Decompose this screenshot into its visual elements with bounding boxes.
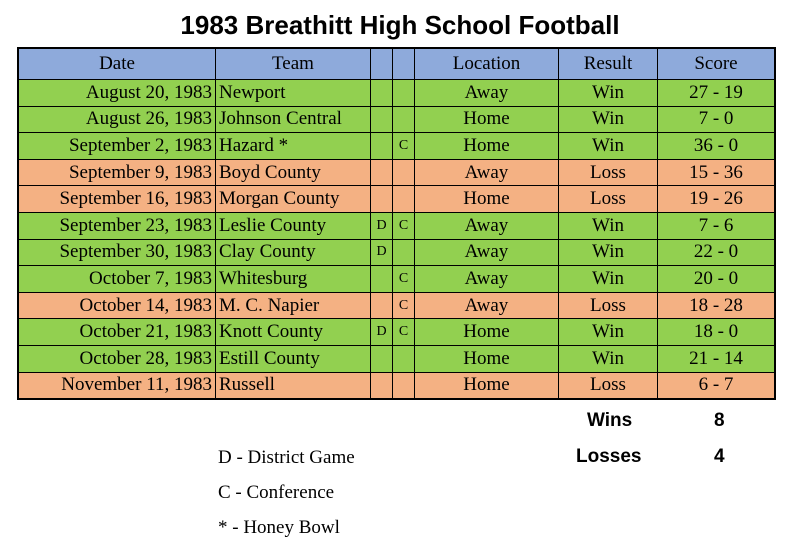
result-cell: Loss <box>559 292 658 319</box>
team-cell: Russell <box>216 372 371 399</box>
team-cell: Hazard * <box>216 133 371 160</box>
result-cell: Win <box>559 319 658 346</box>
result-cell: Win <box>559 239 658 266</box>
table-row <box>18 319 775 346</box>
team-cell: Newport <box>216 80 371 107</box>
conference-flag-cell: C <box>393 212 415 239</box>
date-cell: November 11, 1983 <box>18 372 216 399</box>
conference-flag-cell: C <box>393 133 415 160</box>
table-row <box>18 133 775 160</box>
result-cell: Win <box>559 345 658 372</box>
district-flag-cell <box>371 292 393 319</box>
table-row <box>18 239 775 266</box>
date-cell: October 14, 1983 <box>18 292 216 319</box>
conference-flag-cell <box>393 345 415 372</box>
score-cell: 18 - 28 <box>658 292 776 319</box>
location-cell: Home <box>415 372 559 399</box>
date-cell: September 2, 1983 <box>18 133 216 160</box>
conference-flag-cell <box>393 186 415 213</box>
score-cell: 19 - 26 <box>658 186 776 213</box>
date-cell: October 7, 1983 <box>18 266 216 293</box>
district-flag-cell <box>371 345 393 372</box>
result-cell: Win <box>559 106 658 133</box>
district-flag-cell <box>371 266 393 293</box>
header-row <box>18 48 775 80</box>
table-row <box>18 80 775 107</box>
table-row <box>18 292 775 319</box>
team-cell: Knott County <box>216 319 371 346</box>
date-cell: September 30, 1983 <box>18 239 216 266</box>
score-cell: 7 - 0 <box>658 106 776 133</box>
location-cell: Home <box>415 319 559 346</box>
location-cell: Away <box>415 212 559 239</box>
table-row <box>18 212 775 239</box>
district-flag-cell <box>371 80 393 107</box>
score-cell: 36 - 0 <box>658 133 776 160</box>
score-cell: 15 - 36 <box>658 159 776 186</box>
table-row <box>18 266 775 293</box>
header-result: Result <box>559 48 658 80</box>
score-cell: 6 - 7 <box>658 372 776 399</box>
conference-flag-cell: C <box>393 292 415 319</box>
team-cell: Morgan County <box>216 186 371 213</box>
score-cell: 27 - 19 <box>658 80 776 107</box>
conference-flag-cell <box>393 372 415 399</box>
date-cell: September 16, 1983 <box>18 186 216 213</box>
table-row <box>18 159 775 186</box>
table-row <box>18 345 775 372</box>
conference-flag-cell <box>393 106 415 133</box>
legend-conference: C - Conference <box>218 482 335 503</box>
table-row <box>18 106 775 133</box>
location-cell: Home <box>415 133 559 160</box>
losses-value: 4 <box>714 446 725 467</box>
district-flag-cell: D <box>371 239 393 266</box>
date-cell: October 28, 1983 <box>18 345 216 372</box>
header-team: Team <box>216 48 371 80</box>
header-score: Score <box>658 48 776 80</box>
location-cell: Away <box>415 80 559 107</box>
date-cell: August 20, 1983 <box>18 80 216 107</box>
result-cell: Loss <box>559 186 658 213</box>
location-cell: Away <box>415 239 559 266</box>
date-cell: October 21, 1983 <box>18 319 216 346</box>
result-cell: Win <box>559 212 658 239</box>
page-title: 1983 Breathitt High School Football <box>180 10 620 40</box>
date-cell: August 26, 1983 <box>18 106 216 133</box>
result-cell: Loss <box>559 372 658 399</box>
team-cell: Johnson Central <box>216 106 371 133</box>
legend-honey-bowl: * - Honey Bowl <box>218 517 340 538</box>
location-cell: Home <box>415 345 559 372</box>
conference-flag-cell <box>393 239 415 266</box>
losses-label: Losses <box>576 446 642 467</box>
date-cell: September 9, 1983 <box>18 159 216 186</box>
conference-flag-cell: C <box>393 319 415 346</box>
header-conference <box>393 48 415 80</box>
result-cell: Win <box>559 133 658 160</box>
team-cell: Boyd County <box>216 159 371 186</box>
district-flag-cell: D <box>371 212 393 239</box>
wins-label: Wins <box>587 410 633 431</box>
score-cell: 22 - 0 <box>658 239 776 266</box>
district-flag-cell <box>371 133 393 160</box>
team-cell: Whitesburg <box>216 266 371 293</box>
team-cell: Estill County <box>216 345 371 372</box>
conference-flag-cell: C <box>393 266 415 293</box>
header-date: Date <box>18 48 216 80</box>
table-row <box>18 186 775 213</box>
result-cell: Win <box>559 80 658 107</box>
location-cell: Home <box>415 106 559 133</box>
district-flag-cell: D <box>371 319 393 346</box>
wins-value: 8 <box>714 410 725 431</box>
district-flag-cell <box>371 372 393 399</box>
legend-district: D - District Game <box>218 447 355 468</box>
score-cell: 18 - 0 <box>658 319 776 346</box>
score-cell: 20 - 0 <box>658 266 776 293</box>
table-row <box>18 372 775 399</box>
result-cell: Win <box>559 266 658 293</box>
conference-flag-cell <box>393 80 415 107</box>
location-cell: Away <box>415 266 559 293</box>
header-location: Location <box>415 48 559 80</box>
team-cell: M. C. Napier <box>216 292 371 319</box>
result-cell: Loss <box>559 159 658 186</box>
conference-flag-cell <box>393 159 415 186</box>
location-cell: Away <box>415 292 559 319</box>
district-flag-cell <box>371 106 393 133</box>
score-cell: 21 - 14 <box>658 345 776 372</box>
schedule-table <box>17 47 776 400</box>
score-cell: 7 - 6 <box>658 212 776 239</box>
team-cell: Leslie County <box>216 212 371 239</box>
header-district <box>371 48 393 80</box>
district-flag-cell <box>371 186 393 213</box>
date-cell: September 23, 1983 <box>18 212 216 239</box>
team-cell: Clay County <box>216 239 371 266</box>
district-flag-cell <box>371 159 393 186</box>
location-cell: Away <box>415 159 559 186</box>
location-cell: Home <box>415 186 559 213</box>
